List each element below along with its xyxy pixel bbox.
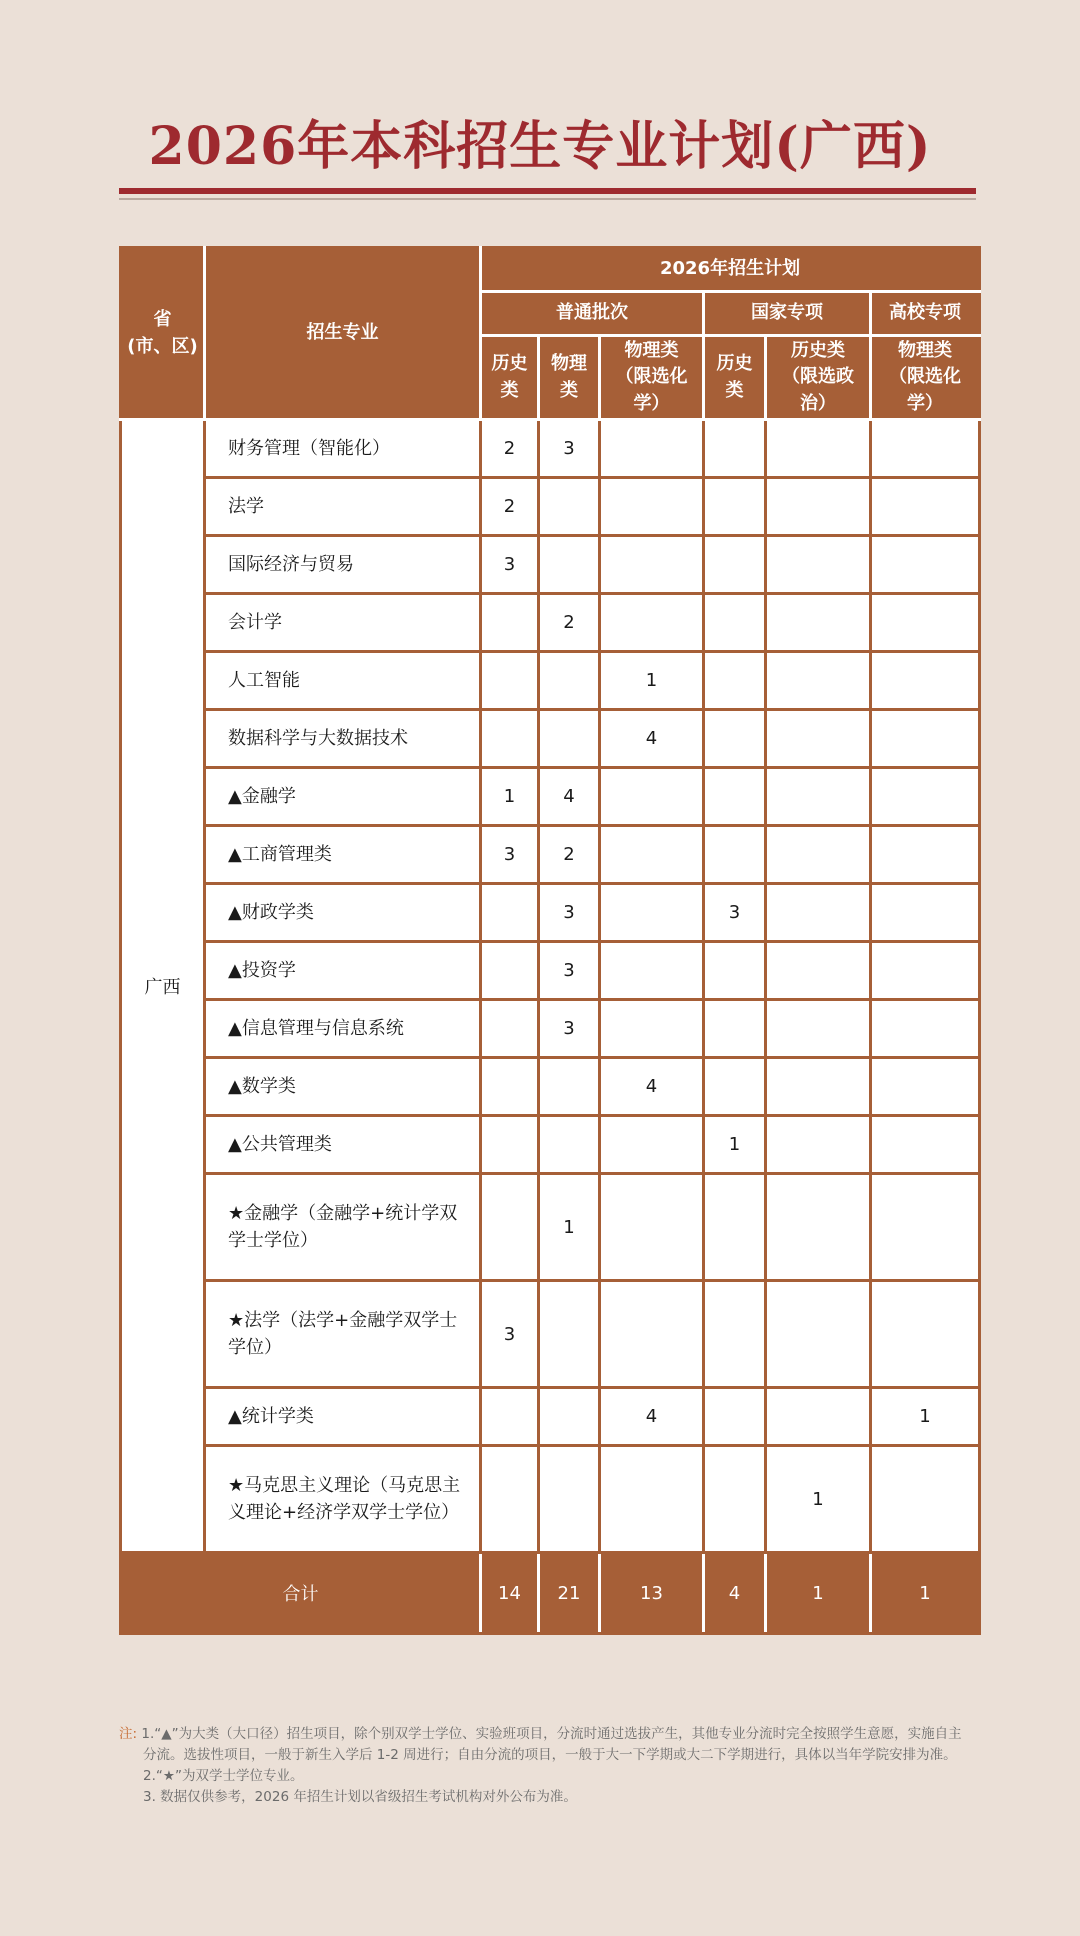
quota-cell: [871, 1116, 980, 1174]
total-cell: 1: [871, 1553, 980, 1634]
major-cell: ▲信息管理与信息系统: [205, 1000, 481, 1058]
quota-cell: [704, 1446, 766, 1553]
quota-cell: 4: [539, 768, 600, 826]
quota-cell: [766, 768, 871, 826]
quota-cell: [766, 1388, 871, 1446]
quota-cell: [481, 1058, 539, 1116]
quota-cell: [600, 478, 704, 536]
table-row: [121, 884, 980, 942]
quota-cell: [766, 594, 871, 652]
quota-cell: [539, 536, 600, 594]
header-plan: 2026年招生计划: [481, 248, 980, 292]
table-row: [121, 826, 980, 884]
quota-cell: [481, 1116, 539, 1174]
quota-cell: [766, 710, 871, 768]
header-subcol: 历史 类: [481, 336, 539, 420]
header-province: 省 (市、区): [121, 248, 205, 420]
quota-cell: [704, 478, 766, 536]
table-row: [121, 768, 980, 826]
quota-cell: [481, 1388, 539, 1446]
major-cell: 会计学: [205, 594, 481, 652]
table-row: [121, 420, 980, 478]
quota-cell: [704, 768, 766, 826]
major-cell: ▲统计学类: [205, 1388, 481, 1446]
quota-cell: [600, 1116, 704, 1174]
total-cell: 4: [704, 1553, 766, 1634]
quota-cell: 1: [481, 768, 539, 826]
quota-cell: [766, 1058, 871, 1116]
title-rule-thick: [119, 188, 976, 194]
quota-cell: [539, 652, 600, 710]
major-cell: ▲财政学类: [205, 884, 481, 942]
quota-cell: [704, 536, 766, 594]
quota-cell: [704, 1058, 766, 1116]
quota-cell: 1: [766, 1446, 871, 1553]
quota-cell: [704, 652, 766, 710]
quota-cell: [871, 478, 980, 536]
header-subcol: 物理类 （限选化 学）: [600, 336, 704, 420]
quota-cell: 1: [871, 1388, 980, 1446]
header-subcol: 历史类 （限选政 治）: [766, 336, 871, 420]
quota-cell: [766, 536, 871, 594]
note-text: 1.“▲”为大类（大口径）招生项目，除个别双学士学位、实验班项目，分流时通过选拔产生，其他专业分流时完全按照学生意愿，实施自主: [137, 1726, 962, 1742]
total-cell: 13: [600, 1553, 704, 1634]
quota-cell: [871, 1281, 980, 1388]
quota-cell: [481, 710, 539, 768]
note-label: 注:: [119, 1726, 138, 1742]
enrollment-plan-table: [119, 246, 981, 1635]
quota-cell: [539, 478, 600, 536]
title-rule-thin: [119, 198, 976, 200]
note-line: 2.“★”为双学士学位专业。: [143, 1768, 304, 1784]
table-row: [121, 942, 980, 1000]
major-cell: ▲投资学: [205, 942, 481, 1000]
quota-cell: 3: [539, 420, 600, 478]
major-cell: ▲数学类: [205, 1058, 481, 1116]
header-subcol: 物理 类: [539, 336, 600, 420]
quota-cell: [766, 826, 871, 884]
quota-cell: [871, 1000, 980, 1058]
quota-cell: [871, 1174, 980, 1281]
quota-cell: [600, 594, 704, 652]
note-line: 3. 数据仅供参考，2026 年招生计划以省级招生考试机构对外公布为准。: [143, 1789, 577, 1805]
quota-cell: [481, 1446, 539, 1553]
table-row: [121, 1116, 980, 1174]
quota-cell: 2: [539, 594, 600, 652]
note-line: 分流。选拔性项目，一般于新生入学后 1-2 周进行；自由分流的项目，一般于大一下学期或大二下学期进行，具体以当年学院安排为准。: [143, 1747, 957, 1763]
table-row: [121, 710, 980, 768]
table-row: [121, 1000, 980, 1058]
quota-cell: [539, 1058, 600, 1116]
quota-cell: [539, 1281, 600, 1388]
quota-cell: [871, 652, 980, 710]
quota-cell: [600, 1174, 704, 1281]
header-subcol: 物理类 （限选化 学）: [871, 336, 980, 420]
header-group-university: 高校专项: [871, 292, 980, 336]
table-row: [121, 478, 980, 536]
total-cell: 14: [481, 1553, 539, 1634]
table-row: [121, 594, 980, 652]
quota-cell: [871, 826, 980, 884]
quota-cell: [704, 420, 766, 478]
quota-cell: [871, 1446, 980, 1553]
quota-cell: [766, 942, 871, 1000]
quota-cell: [704, 826, 766, 884]
quota-cell: [704, 1000, 766, 1058]
major-cell: 人工智能: [205, 652, 481, 710]
quota-cell: 4: [600, 710, 704, 768]
table-row: [121, 1281, 980, 1388]
quota-cell: [766, 420, 871, 478]
quota-cell: [871, 710, 980, 768]
quota-cell: [600, 826, 704, 884]
quota-cell: [600, 884, 704, 942]
header-group-regular: 普通批次: [481, 292, 704, 336]
major-cell: ★法学（法学+金融学双学士学位）: [205, 1281, 481, 1388]
table-row: [121, 1058, 980, 1116]
quota-cell: [600, 1446, 704, 1553]
province-cell: 广西: [121, 420, 205, 1553]
quota-cell: [481, 652, 539, 710]
total-cell: 21: [539, 1553, 600, 1634]
quota-cell: [600, 942, 704, 1000]
quota-cell: [481, 942, 539, 1000]
quota-cell: [600, 1000, 704, 1058]
quota-cell: [871, 884, 980, 942]
major-cell: ★金融学（金融学+统计学双学士学位）: [205, 1174, 481, 1281]
notes: [119, 1724, 979, 1808]
quota-cell: [600, 768, 704, 826]
quota-cell: [871, 594, 980, 652]
quota-cell: [766, 1281, 871, 1388]
quota-cell: [704, 942, 766, 1000]
major-cell: ▲公共管理类: [205, 1116, 481, 1174]
quota-cell: [481, 594, 539, 652]
quota-cell: 3: [539, 884, 600, 942]
quota-cell: [871, 1058, 980, 1116]
quota-cell: [704, 594, 766, 652]
quota-cell: [871, 536, 980, 594]
quota-cell: [704, 1174, 766, 1281]
quota-cell: 3: [481, 826, 539, 884]
quota-cell: [539, 1446, 600, 1553]
quota-cell: [704, 1281, 766, 1388]
quota-cell: 3: [539, 1000, 600, 1058]
quota-cell: [539, 1116, 600, 1174]
quota-cell: [766, 1000, 871, 1058]
quota-cell: [600, 536, 704, 594]
major-cell: 国际经济与贸易: [205, 536, 481, 594]
quota-cell: 3: [704, 884, 766, 942]
quota-cell: [481, 1174, 539, 1281]
quota-cell: 2: [481, 478, 539, 536]
quota-cell: 4: [600, 1058, 704, 1116]
table-row: [121, 1174, 980, 1281]
table-row: [121, 1446, 980, 1553]
quota-cell: [766, 652, 871, 710]
quota-cell: 3: [539, 942, 600, 1000]
major-cell: ▲工商管理类: [205, 826, 481, 884]
major-cell: 数据科学与大数据技术: [205, 710, 481, 768]
quota-cell: 3: [481, 1281, 539, 1388]
quota-cell: [766, 884, 871, 942]
table-row: [121, 1388, 980, 1446]
quota-cell: 2: [481, 420, 539, 478]
table-row: [121, 536, 980, 594]
quota-cell: 4: [600, 1388, 704, 1446]
quota-cell: [704, 710, 766, 768]
quota-cell: [871, 420, 980, 478]
quota-cell: 3: [481, 536, 539, 594]
quota-cell: [600, 1281, 704, 1388]
quota-cell: [481, 1000, 539, 1058]
quota-cell: [766, 1174, 871, 1281]
quota-cell: [704, 1388, 766, 1446]
quota-cell: [871, 942, 980, 1000]
quota-cell: [766, 1116, 871, 1174]
major-cell: ▲金融学: [205, 768, 481, 826]
quota-cell: 1: [704, 1116, 766, 1174]
quota-cell: 1: [600, 652, 704, 710]
total-label: 合计: [121, 1553, 481, 1634]
quota-cell: [539, 1388, 600, 1446]
quota-cell: [539, 710, 600, 768]
major-cell: 法学: [205, 478, 481, 536]
quota-cell: 2: [539, 826, 600, 884]
quota-cell: 1: [539, 1174, 600, 1281]
header-group-national: 国家专项: [704, 292, 871, 336]
header-major: 招生专业: [205, 248, 481, 420]
quota-cell: [600, 420, 704, 478]
note-line: [119, 1724, 979, 1745]
major-cell: 财务管理（智能化）: [205, 420, 481, 478]
total-cell: 1: [766, 1553, 871, 1634]
quota-cell: [871, 768, 980, 826]
major-cell: ★马克思主义理论（马克思主义理论+经济学双学士学位）: [205, 1446, 481, 1553]
table-row: [121, 652, 980, 710]
quota-cell: [481, 884, 539, 942]
page-title: 2026年本科招生专业计划(广西): [148, 116, 932, 177]
header-subcol: 历史 类: [704, 336, 766, 420]
quota-cell: [766, 478, 871, 536]
